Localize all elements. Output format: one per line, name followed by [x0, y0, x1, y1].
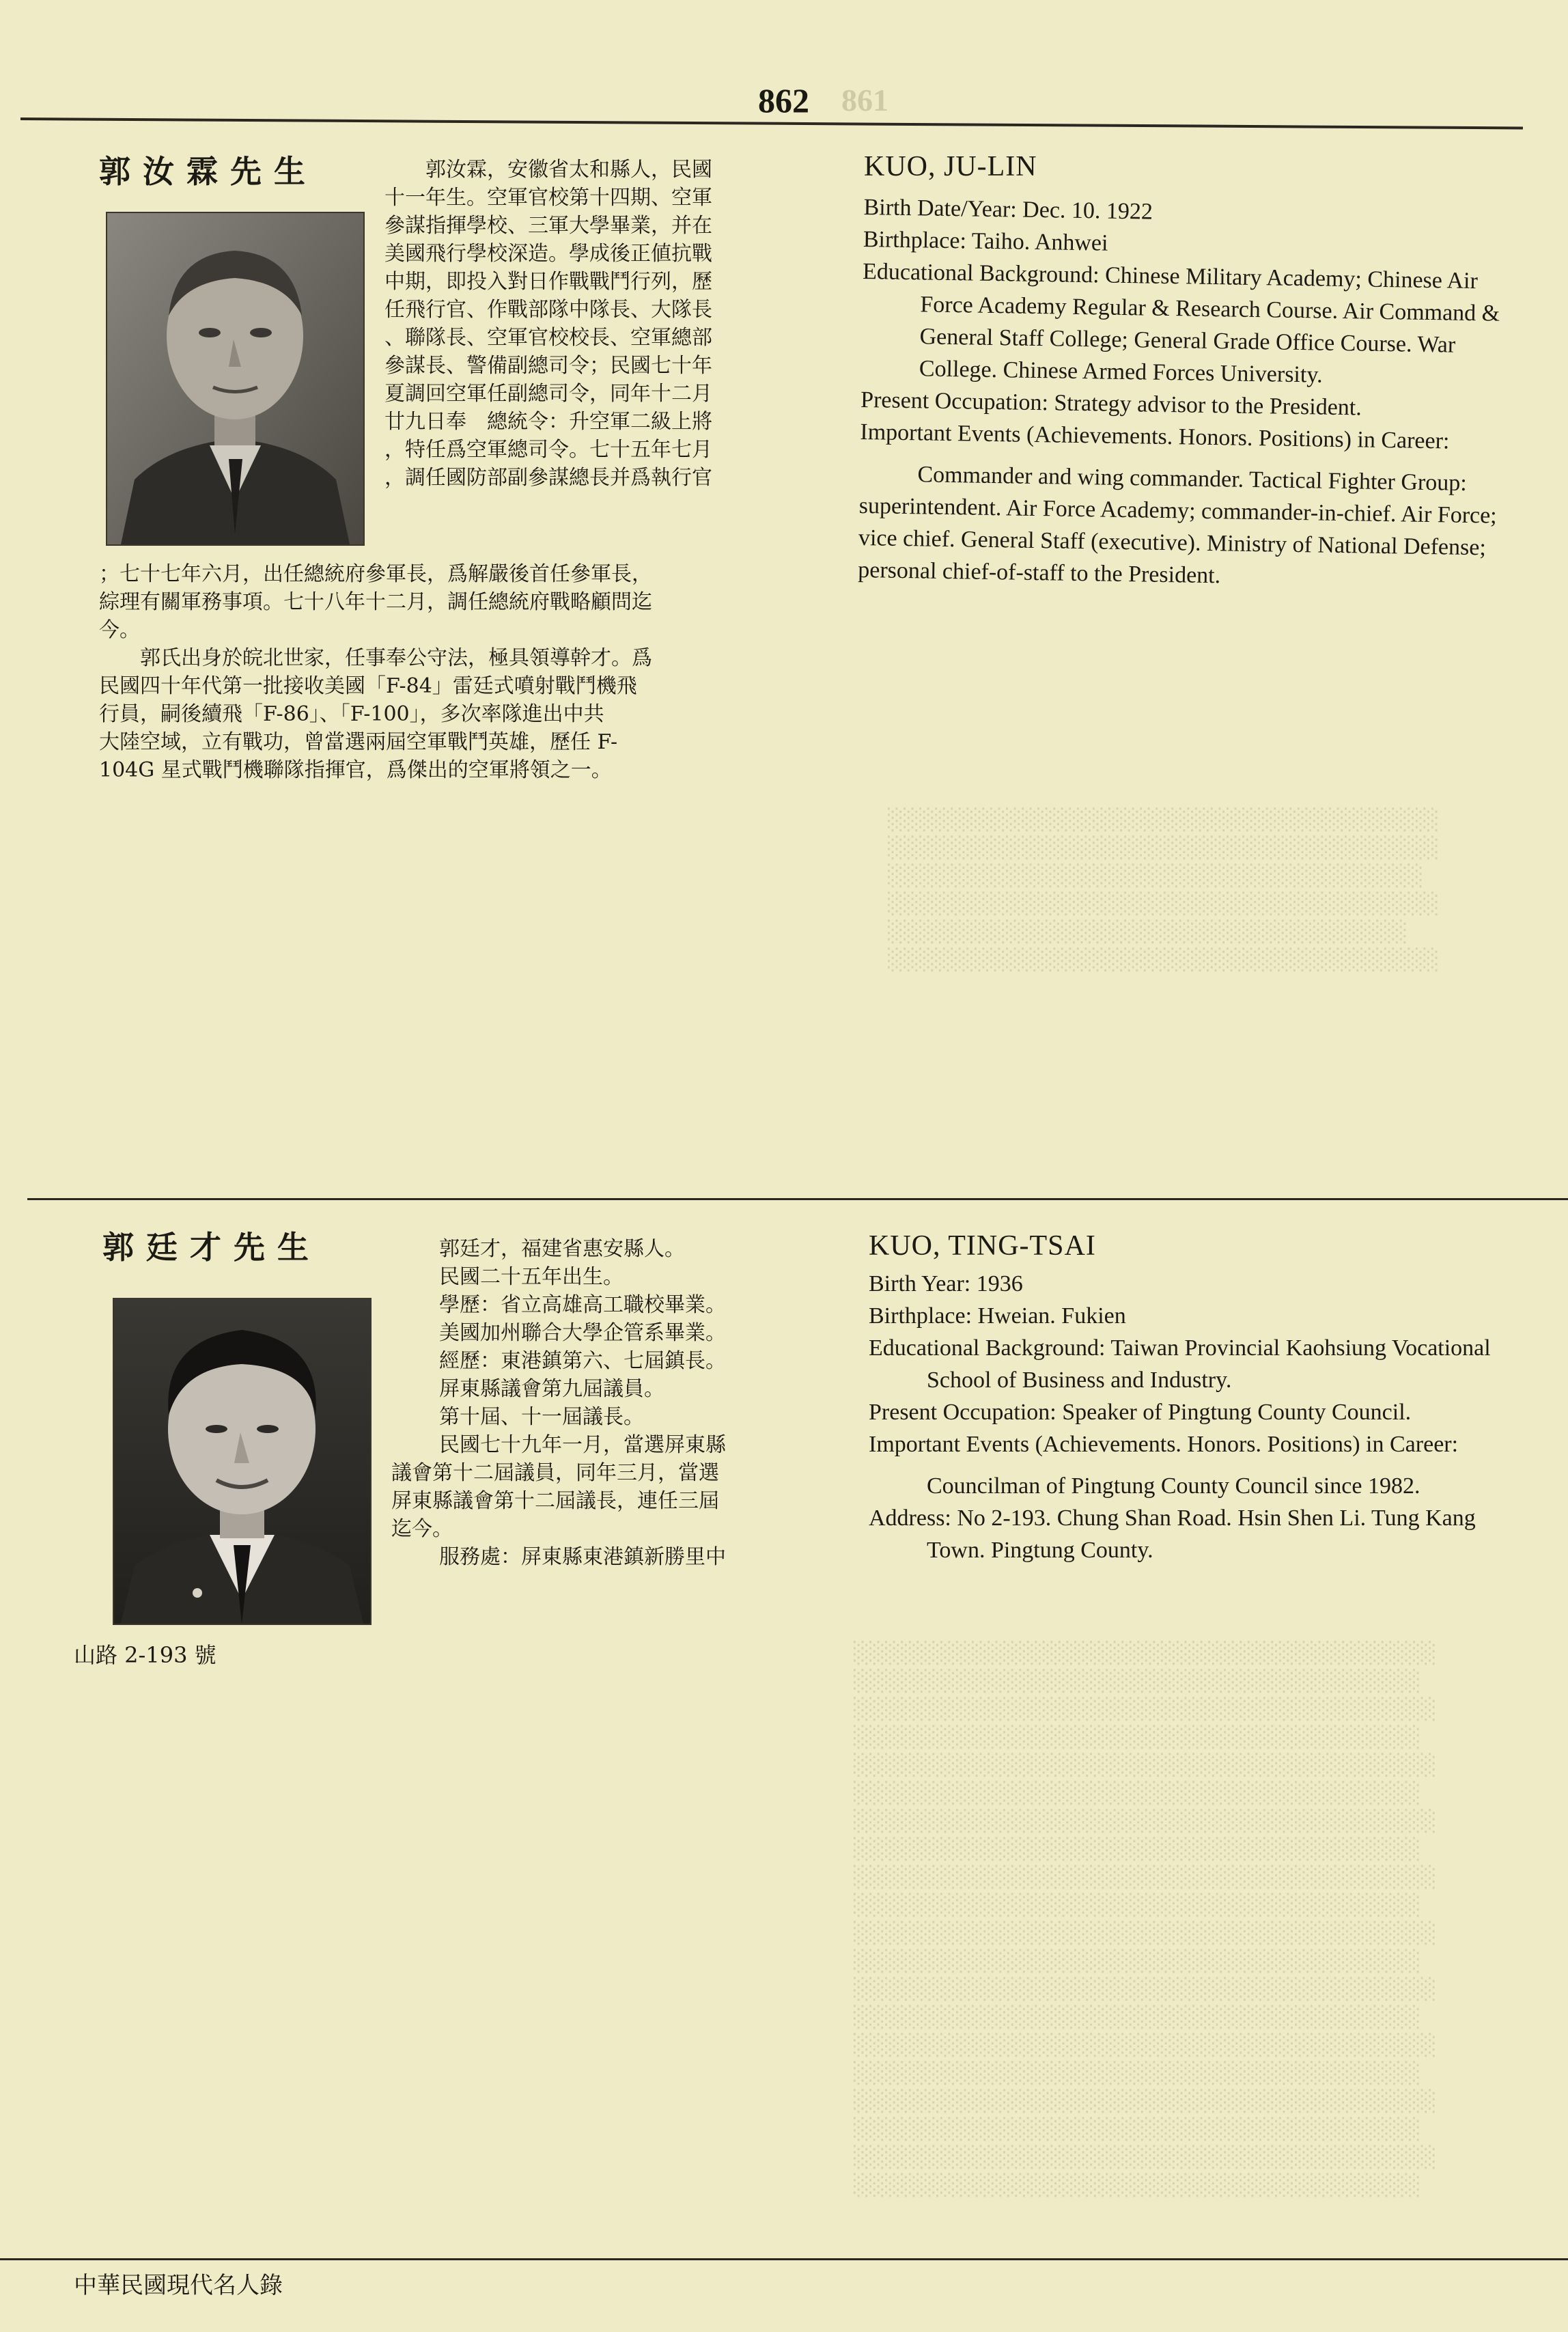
bio-line: 民國四十年代第一批接收美國「F-84」雷廷式噴射戰鬥機飛: [99, 674, 637, 698]
bio-line: 經歷：東港鎮第六、七屆鎮長。: [439, 1349, 726, 1373]
section-divider: [27, 1198, 1568, 1200]
entry-1-portrait: [106, 212, 365, 546]
bio-line: 、聯隊長、空軍官校校長、空軍總部: [384, 326, 712, 350]
footer-rule: [0, 2258, 1568, 2260]
entry-2-chinese-bio-continuation: 山路 2-193 號: [74, 1642, 216, 1668]
bio-line: 大陸空域，立有戰功，曾當選兩屆空軍戰鬥英雄，歷任 F-: [99, 730, 618, 754]
en-line: Important Events (Achievements. Honors. Positions) in Career:: [869, 1432, 1459, 1457]
entry-1-english-name: KUO, JU-LIN: [864, 151, 1037, 182]
en-line: Birth Date/Year: Dec. 10. 1922: [863, 194, 1153, 225]
en-line: Commander and wing commander. Tactical Fighter Group: superintendent. Air Force Academy; commander-in-chief. Air Force; vice chief. General Staff (executive). Ministry of National Defense; personal chief-of-staff to the President.: [857, 462, 1497, 589]
bio-line: 郭氏出身於皖北世家，任事奉公守法，極具領導幹才。爲: [140, 646, 652, 670]
bio-line: 屏東縣議會第十二屆議長，連任三屆: [391, 1489, 719, 1513]
en-line: Birth Year: 1936: [869, 1271, 1023, 1296]
bio-line: 廿九日奉 總統令：升空軍二級上將: [384, 410, 712, 434]
en-line: Birthplace: Hweian. Fukien: [869, 1303, 1126, 1329]
bio-line: 中期，即投入對日作戰戰鬥行列，歷: [384, 270, 712, 294]
portrait-photo-icon: [107, 213, 363, 544]
en-line: Present Occupation: Speaker of Pingtung County Council.: [869, 1400, 1412, 1425]
bio-line: 民國二十五年出生。: [439, 1265, 624, 1289]
en-line: Educational Background: Chinese Military Academy; Chinese Air Force Academy Regular & Research Course. Air Command & General Staff College; General Grade Office Course. War College. Chinese Armed Forces University.: [862, 258, 1500, 388]
page-number: 862: [758, 81, 809, 120]
entry-1-chinese-bio-top: [384, 156, 712, 492]
bio-line: 綜理有關軍務事項。七十八年十二月，調任總統府戰略顧問迄: [99, 590, 652, 614]
entry-2-english-bio: [869, 1268, 1535, 1566]
bleed-through-text: ░░░░░░░░░░░░░░░░░░░░░░░░░░░░░░░░░░░░░ ░░░░░░░░░░░░░░░░░░░░░░░░░░░░░░░░░░░░ ░░░░░░░░░░░░░░░░░░░░░░░░░░░░░░░░░░░░░ ░░░░░░░░░░░░░░░░░░░░░░░░░░░░░░░░░░░░ ░░░░░░░░░░░░░░░░░░░░░░░░░░░░░░░░░░░░░ ░░░░░░░░░░░░░░░░░░░░░░░░░░░░░░░░░░░░ ░░░░░░░░░░░░░░░░░░░░░░░░░░░░░░░░░░░░░ ░░░░░░░░░░░░░░░░░░░░░░░░░░░░░░░░░░░░ ░░░░░░░░░░░░░░░░░░░░░░░░░░░░░░░░░░░░░ ░░░░░░░░░░░░░░░░░░░░░░░░░░░░░░░░░░░░ ░░░░░░░░░░░░░░░░░░░░░░░░░░░░░░░░░░░░░ ░░░░░░░░░░░░░░░░░░░░░░░░░░░░░░░░░░░░ ░░░░░░░░░░░░░░░░░░░░░░░░░░░░░░░░░░░░░ ░░░░░░░░░░░░░░░░░░░░░░░░░░░░░░░░░░░░ ░░░░░░░░░░░░░░░░░░░░░░░░░░░░░░░░░░░░░ ░░░░░░░░░░░░░░░░░░░░░░░░░░░░░░░░░░░░ ░░░░░░░░░░░░░░░░░░░░░░░░░░░░░░░░░░░░░ ░░░░░░░░░░░░░░░░░░░░░░░░░░░░░░░░░░░░ ░░░░░░░░░░░░░░░░░░░░░░░░░░░░░░░░░░░░░ ░░░░░░░░░░░░░░░░░░░░░░░░░░░░░░░░░░░░: [854, 1641, 1437, 2197]
portrait-photo-icon: [114, 1299, 370, 1624]
entry-2-english-name: KUO, TING-TSAI: [869, 1230, 1096, 1262]
bio-line: 夏調回空軍任副總司令，同年十二月: [384, 382, 712, 406]
bio-line: 郭汝霖，安徽省太和縣人，民國: [425, 158, 712, 182]
bio-line: 民國七十九年一月，當選屏東縣: [439, 1433, 726, 1457]
bio-line: 郭廷才，福建省惠安縣人。: [439, 1237, 685, 1261]
en-line: Educational Background: Taiwan Provincial Kaohsiung Vocational School of Business and Industry.: [869, 1335, 1491, 1393]
entry-1-chinese-bio-bottom: [99, 560, 652, 784]
bio-line: ；七十七年六月，出任總統府參軍長，爲解嚴後首任參軍長，: [99, 562, 652, 586]
en-line: Present Occupation: Strategy advisor to the President.: [860, 387, 1362, 421]
bio-line: 議會第十二屆議員，同年三月，當選: [391, 1461, 719, 1485]
bio-line: 美國加州聯合大學企管系畢業。: [439, 1321, 726, 1345]
entry-2-chinese-bio: [391, 1235, 726, 1571]
bio-line: 迄今。: [391, 1517, 453, 1541]
en-line: Address: No 2-193. Chung Shan Road. Hsin Shen Li. Tung Kang Town. Pingtung County.: [869, 1505, 1476, 1563]
bio-line: 參謀長、警備副總司令；民國七十年: [384, 354, 712, 378]
bio-line: ，特任爲空軍總司令。七十五年七月: [384, 438, 712, 462]
bio-line: 104G 星式戰鬥機聯隊指揮官，爲傑出的空軍將領之一。: [99, 758, 612, 782]
en-line: Birthplace: Taiho. Anhwei: [863, 226, 1108, 256]
entry-2-chinese-name: 郭廷才先生: [102, 1229, 321, 1266]
book-title-footer: 中華民國現代名人錄: [74, 2272, 283, 2299]
entry-2-portrait: [113, 1298, 372, 1625]
ghost-page-number: 861: [841, 83, 888, 117]
bio-line: 任飛行官、作戰部隊中隊長、大隊長: [384, 298, 712, 322]
bio-line: 屏東縣議會第九屆議員。: [439, 1377, 664, 1401]
bio-line: 美國飛行學校深造。學成後正値抗戰: [384, 242, 712, 266]
bio-line: 今。: [99, 618, 140, 642]
en-line: Important Events (Achievements. Honors. Positions) in Career:: [860, 419, 1450, 454]
bio-line: 參謀指揮學校、三軍大學畢業，并在: [384, 214, 712, 238]
bio-line: 服務處：屏東縣東港鎮新勝里中: [439, 1545, 726, 1569]
en-line: Councilman of Pingtung County Council since 1982.: [927, 1473, 1420, 1499]
bio-line: 第十屆、十一屆議長。: [439, 1405, 644, 1429]
bio-line: 行員，嗣後續飛「F-86」、「F-100」，多次率隊進出中共: [99, 702, 604, 726]
bio-line: 學歷：省立高雄高工職校畢業。: [439, 1293, 726, 1317]
entry-1-english-bio: [858, 191, 1533, 596]
entry-1-chinese-name: 郭汝霖先生: [99, 153, 318, 190]
bio-line: 十一年生。空軍官校第十四期、空軍: [384, 186, 712, 210]
bleed-through-text: ░░░░░░░░░░░░░░░░░░░░░░░░░░░░░░░░░░░ ░░░░░░░░░░░░░░░░░░░░░░░░░░░░░░░░░░░ ░░░░░░░░░░░░░░░░░░░░░░░░░░░░░░░░░░ ░░░░░░░░░░░░░░░░░░░░░░░░░░░░░░░░░░░ ░░░░░░░░░░░░░░░░░░░░░░░░░░░░░░░░░ ░░░░░░░░░░░░░░░░░░░░░░░░░░░░░░░░░░░: [888, 808, 1440, 972]
bio-line: ，調任國防部副參謀總長并爲執行官: [384, 466, 712, 490]
